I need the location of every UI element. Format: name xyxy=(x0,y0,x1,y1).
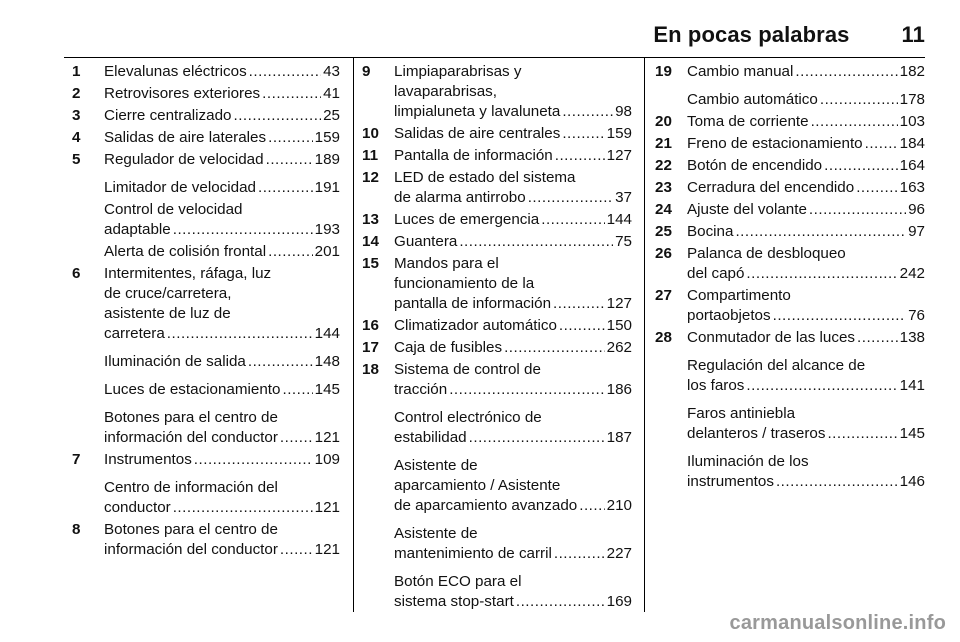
dot-leader xyxy=(773,306,907,326)
entry-number: 19 xyxy=(655,63,672,80)
page-reference[interactable]: 210 xyxy=(606,497,632,514)
dot-leader xyxy=(746,376,897,396)
index-entry xyxy=(362,124,632,144)
entry-text: Botones para el centro de xyxy=(104,409,278,426)
entry-text: Regulador de velocidad xyxy=(104,151,264,168)
index-entry xyxy=(362,524,632,564)
entry-text: de aparcamiento avanzado xyxy=(394,497,578,514)
page-reference[interactable]: 164 xyxy=(899,157,925,174)
header-rule xyxy=(64,57,925,58)
entry-text: Botones para el centro de xyxy=(104,521,278,538)
entry-text: de alarma antirrobo xyxy=(394,189,526,206)
dot-leader xyxy=(262,84,321,104)
page-reference[interactable]: 191 xyxy=(314,179,340,196)
entry-text: Cambio automático xyxy=(687,91,818,108)
page-reference[interactable]: 37 xyxy=(615,189,632,206)
page-reference[interactable]: 127 xyxy=(606,295,632,312)
page-reference[interactable]: 138 xyxy=(899,329,925,346)
index-entry xyxy=(72,352,340,372)
index-entry xyxy=(362,254,632,314)
entry-number: 16 xyxy=(362,317,379,334)
dot-leader xyxy=(809,200,906,220)
dot-leader xyxy=(268,128,313,148)
index-entry xyxy=(72,200,340,240)
entry-text: mantenimiento de carril xyxy=(394,545,552,562)
entry-text: lavaparabrisas, xyxy=(394,83,497,100)
entry-text: Salidas de aire centrales xyxy=(394,125,561,142)
page-reference[interactable]: 43 xyxy=(323,63,340,80)
dot-leader xyxy=(865,134,898,154)
dot-leader xyxy=(504,338,605,358)
index-entry xyxy=(72,62,340,82)
page-reference[interactable]: 144 xyxy=(314,325,340,342)
entry-number: 20 xyxy=(655,113,672,130)
entry-text: Faros antiniebla xyxy=(687,405,796,422)
page-reference[interactable]: 141 xyxy=(899,377,925,394)
index-entry xyxy=(72,128,340,148)
index-entry xyxy=(655,244,925,284)
page-header xyxy=(64,22,925,56)
entry-text: Iluminación de los xyxy=(687,453,809,470)
page-reference[interactable]: 25 xyxy=(323,107,340,124)
entry-number: 5 xyxy=(72,151,81,168)
index-entry xyxy=(655,90,925,110)
dot-leader xyxy=(248,352,313,372)
dot-leader xyxy=(559,316,605,336)
dot-leader xyxy=(233,106,321,126)
index-entry xyxy=(72,408,340,448)
index-entry xyxy=(72,178,340,198)
entry-text: Iluminación de salida xyxy=(104,353,246,370)
entry-number: 9 xyxy=(362,63,371,80)
entry-text: Botón ECO para el xyxy=(394,573,522,590)
entry-number: 4 xyxy=(72,129,81,146)
page-reference[interactable]: 159 xyxy=(606,125,632,142)
watermark: carmanualsonline.info xyxy=(729,612,946,634)
entry-text: Salidas de aire laterales xyxy=(104,129,267,146)
dot-leader xyxy=(579,496,604,516)
dot-leader xyxy=(268,242,313,262)
page-reference[interactable]: 75 xyxy=(615,233,632,250)
entry-number: 18 xyxy=(362,361,379,378)
index-entry xyxy=(655,452,925,492)
entry-text: estabilidad xyxy=(394,429,467,446)
entry-text: Conmutador de las luces xyxy=(687,329,855,346)
entry-number: 11 xyxy=(362,147,379,164)
dot-leader xyxy=(258,178,313,198)
entry-text: carretera xyxy=(104,325,165,342)
dot-leader xyxy=(856,178,897,198)
entry-number: 15 xyxy=(362,255,379,272)
index-entry xyxy=(72,84,340,104)
entry-text: sistema stop-start xyxy=(394,593,514,610)
index-entry xyxy=(655,356,925,396)
dot-leader xyxy=(469,428,605,448)
entry-text: Limpiaparabrisas y xyxy=(394,63,522,80)
dot-leader xyxy=(282,380,312,400)
entry-number: 1 xyxy=(72,63,81,80)
entry-number: 24 xyxy=(655,201,672,218)
dot-leader xyxy=(553,294,605,314)
entry-text: Centro de información del xyxy=(104,479,278,496)
dot-leader xyxy=(562,102,613,122)
dot-leader xyxy=(555,146,605,166)
index-entry xyxy=(655,156,925,176)
page-reference[interactable]: 201 xyxy=(314,243,340,260)
index-entry xyxy=(362,316,632,336)
index-entry xyxy=(362,338,632,358)
page-reference[interactable]: 148 xyxy=(314,353,340,370)
page-reference[interactable]: 169 xyxy=(606,593,632,610)
entry-text: Guantera xyxy=(394,233,458,250)
entry-text: asistente de luz de xyxy=(104,305,231,322)
entry-number: 17 xyxy=(362,339,379,356)
index-entry xyxy=(655,222,925,242)
index-entry xyxy=(362,168,632,208)
index-entry xyxy=(72,106,340,126)
entry-text: Luces de estacionamiento xyxy=(104,381,281,398)
entry-text: Botón de encendido xyxy=(687,157,823,174)
index-entry xyxy=(362,232,632,252)
entry-text: funcionamiento de la xyxy=(394,275,535,292)
entry-text: aparcamiento / Asistente xyxy=(394,477,561,494)
index-entry xyxy=(362,408,632,448)
entry-text: Alerta de colisión frontal xyxy=(104,243,267,260)
entry-text: Cerradura del encendido xyxy=(687,179,855,196)
entry-text: Elevalunas eléctricos xyxy=(104,63,247,80)
page-reference[interactable]: 145 xyxy=(899,425,925,442)
entry-number: 8 xyxy=(72,521,81,538)
entry-number: 10 xyxy=(362,125,379,142)
section-title: En pocas palabras xyxy=(653,22,850,47)
entry-text: Bocina xyxy=(687,223,734,240)
index-column-3 xyxy=(655,62,925,494)
entry-text: Climatizador automático xyxy=(394,317,557,334)
entry-number: 7 xyxy=(72,451,81,468)
entry-text: Control de velocidad xyxy=(104,201,243,218)
index-entry xyxy=(72,450,340,470)
page-reference[interactable]: 193 xyxy=(314,221,340,238)
entry-text: Palanca de desbloqueo xyxy=(687,245,846,262)
page-reference[interactable]: 189 xyxy=(314,151,340,168)
page-reference[interactable]: 184 xyxy=(899,135,925,152)
entry-text: del capó xyxy=(687,265,745,282)
page-reference[interactable]: 96 xyxy=(908,201,925,218)
dot-leader xyxy=(746,264,897,284)
entry-number: 25 xyxy=(655,223,672,240)
entry-text: Asistente de xyxy=(394,457,478,474)
entry-text: Caja de fusibles xyxy=(394,339,503,356)
entry-text: Pantalla de información xyxy=(394,147,553,164)
index-entry xyxy=(655,62,925,82)
page-reference[interactable]: 150 xyxy=(606,317,632,334)
index-column-2 xyxy=(362,62,632,614)
page-reference[interactable]: 146 xyxy=(899,473,925,490)
dot-leader xyxy=(827,424,897,444)
entry-text: los faros xyxy=(687,377,745,394)
index-entry xyxy=(655,286,925,326)
column-divider xyxy=(353,58,354,612)
page-reference[interactable]: 109 xyxy=(314,451,340,468)
entry-text: Regulación del alcance de xyxy=(687,357,866,374)
page-reference[interactable]: 163 xyxy=(899,179,925,196)
page-reference[interactable]: 262 xyxy=(606,339,632,356)
index-entry xyxy=(655,178,925,198)
entry-text: de cruce/carretera, xyxy=(104,285,232,302)
page-reference[interactable]: 144 xyxy=(606,211,632,228)
index-entry xyxy=(72,242,340,262)
index-entry xyxy=(362,210,632,230)
page-reference[interactable]: 121 xyxy=(314,429,340,446)
dot-leader xyxy=(824,156,898,176)
index-entry xyxy=(362,146,632,166)
entry-number: 12 xyxy=(362,169,379,186)
entry-number: 27 xyxy=(655,287,672,304)
entry-number: 3 xyxy=(72,107,81,124)
dot-leader xyxy=(266,150,313,170)
entry-number: 22 xyxy=(655,157,672,174)
index-entry xyxy=(362,572,632,612)
entry-text: Cierre centralizado xyxy=(104,107,232,124)
page-reference[interactable]: 97 xyxy=(908,223,925,240)
entry-text: información del conductor xyxy=(104,429,278,446)
page-reference[interactable]: 159 xyxy=(314,129,340,146)
entry-text: delanteros / traseros xyxy=(687,425,826,442)
dot-leader xyxy=(562,124,604,144)
dot-leader xyxy=(249,62,321,82)
index-entry xyxy=(655,404,925,444)
entry-text: información del conductor xyxy=(104,541,278,558)
index-entry xyxy=(72,150,340,170)
entry-text: LED de estado del sistema xyxy=(394,169,576,186)
entry-number: 2 xyxy=(72,85,81,102)
page-reference[interactable]: 227 xyxy=(606,545,632,562)
entry-text: limpialuneta y lavaluneta xyxy=(394,103,561,120)
page-reference[interactable]: 41 xyxy=(323,85,340,102)
entry-text: Asistente de xyxy=(394,525,478,542)
entry-text: Control electrónico de xyxy=(394,409,542,426)
entry-text: portaobjetos xyxy=(687,307,771,324)
entry-text: Cambio manual xyxy=(687,63,794,80)
entry-number: 13 xyxy=(362,211,379,228)
entry-number: 23 xyxy=(655,179,672,196)
dot-leader xyxy=(449,380,604,400)
entry-number: 26 xyxy=(655,245,672,262)
page-reference[interactable]: 127 xyxy=(606,147,632,164)
dot-leader xyxy=(173,220,313,240)
entry-text: Instrumentos xyxy=(104,451,192,468)
page-reference[interactable]: 178 xyxy=(899,91,925,108)
dot-leader xyxy=(528,188,613,208)
dot-leader xyxy=(735,222,906,242)
entry-text: Ajuste del volante xyxy=(687,201,807,218)
index-entry xyxy=(655,134,925,154)
page-reference[interactable]: 76 xyxy=(908,307,925,324)
index-entry xyxy=(362,360,632,400)
entry-text: Luces de emergencia xyxy=(394,211,540,228)
entry-text: tracción xyxy=(394,381,448,398)
dot-leader xyxy=(554,544,605,564)
entry-text: conductor xyxy=(104,499,171,516)
entry-text: Mandos para el xyxy=(394,255,499,272)
entry-number: 21 xyxy=(655,135,672,152)
dot-leader xyxy=(857,328,898,348)
page-reference[interactable]: 98 xyxy=(615,103,632,120)
entry-text: Limitador de velocidad xyxy=(104,179,256,196)
dot-leader xyxy=(173,498,313,518)
index-entry xyxy=(72,264,340,344)
page-reference[interactable]: 242 xyxy=(899,265,925,282)
index-entry xyxy=(362,456,632,516)
index-entry xyxy=(72,478,340,518)
dot-leader xyxy=(795,62,897,82)
index-entry xyxy=(72,380,340,400)
entry-text: Toma de corriente xyxy=(687,113,809,130)
dot-leader xyxy=(541,210,604,230)
dot-leader xyxy=(280,428,313,448)
index-column-1 xyxy=(72,62,340,562)
entry-number: 14 xyxy=(362,233,379,250)
dot-leader xyxy=(167,324,313,344)
page-reference[interactable]: 121 xyxy=(314,499,340,516)
dot-leader xyxy=(280,540,313,560)
page-reference[interactable]: 103 xyxy=(899,113,925,130)
entry-text: Compartimento xyxy=(687,287,791,304)
entry-number: 28 xyxy=(655,329,672,346)
dot-leader xyxy=(776,472,898,492)
entry-text: Intermitentes, ráfaga, luz xyxy=(104,265,272,282)
index-entry xyxy=(72,520,340,560)
dot-leader xyxy=(811,112,898,132)
page-number: 11 xyxy=(901,22,925,47)
entry-text: adaptable xyxy=(104,221,171,238)
page-reference[interactable]: 145 xyxy=(314,381,340,398)
page-reference[interactable]: 186 xyxy=(606,381,632,398)
index-entry xyxy=(655,112,925,132)
dot-leader xyxy=(194,450,313,470)
index-entry xyxy=(655,200,925,220)
index-entry xyxy=(362,62,632,122)
entry-text: instrumentos xyxy=(687,473,774,490)
page-reference[interactable]: 187 xyxy=(606,429,632,446)
index-entry xyxy=(655,328,925,348)
dot-leader xyxy=(459,232,613,252)
entry-text: Sistema de control de xyxy=(394,361,541,378)
page-reference[interactable]: 121 xyxy=(314,541,340,558)
entry-text: pantalla de información xyxy=(394,295,552,312)
entry-text: Freno de estacionamiento xyxy=(687,135,863,152)
page-reference[interactable]: 182 xyxy=(899,63,925,80)
dot-leader xyxy=(516,592,605,612)
column-divider xyxy=(644,58,645,612)
entry-text: Retrovisores exteriores xyxy=(104,85,261,102)
entry-number: 6 xyxy=(72,265,81,282)
dot-leader xyxy=(820,90,898,110)
